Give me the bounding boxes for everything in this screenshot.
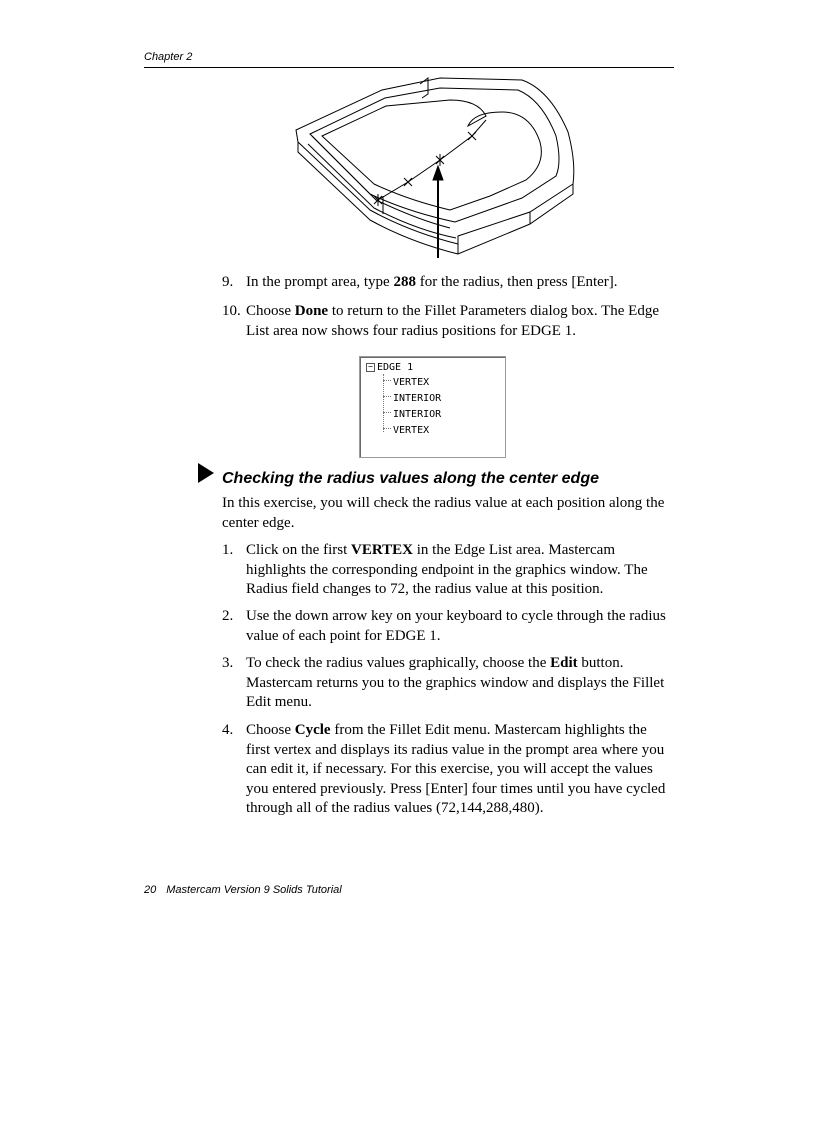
tree-item[interactable]: [383, 393, 441, 404]
section-heading: Checking the radius values along the center edge: [222, 470, 599, 487]
inner-pocket-inner: [322, 100, 541, 210]
step-bold-value: 288: [393, 274, 416, 290]
step-text: Choose: [246, 722, 295, 738]
fillet-model-illustration: [290, 72, 580, 272]
step-number: 10.: [222, 303, 241, 319]
running-footer: [144, 884, 342, 896]
list-item: [222, 302, 674, 341]
step-text: to return to the Fillet Parameters dialog box. The Edge List area now shows four radius positions for EDGE 1.: [246, 303, 659, 339]
step-text: Choose: [246, 303, 295, 319]
tree-item[interactable]: [383, 409, 441, 420]
tree-item[interactable]: [383, 425, 429, 436]
tree-item-label: INTERIOR: [393, 409, 442, 420]
step-text: button. Mastercam returns you to the graphics window and displays the Fillet Edit menu.: [246, 655, 665, 710]
step-text: In the prompt area, type: [246, 274, 394, 290]
tree-item[interactable]: [383, 377, 429, 388]
edge-list-tree: [359, 356, 506, 458]
step-text: Use the down arrow key on your keyboard to cycle through the radius value of each point for EDGE 1.: [246, 608, 666, 644]
step-number: 9.: [222, 274, 234, 290]
inner-pocket-outer: [310, 88, 559, 222]
page-number: 20: [144, 884, 157, 896]
tree-node-edge-1[interactable]: [366, 362, 413, 373]
step-text: Click on the first: [246, 542, 351, 558]
tree-item-label: VERTEX: [393, 377, 430, 388]
step-number: 1.: [222, 542, 234, 558]
list-item: [222, 273, 674, 293]
step-text: from the Fillet Edit menu. Mastercam highlights the first vertex and displays its radius value in the prompt area where you can edit it, if necessary. For this exercise, you will accept the values you entered previously. Press [Enter] four times until you have cycled through all of the radius values (72,144,288,480).: [246, 722, 666, 816]
fillet-band-line-3: [312, 136, 450, 228]
step-text: for the radius, then press [Enter].: [415, 274, 618, 290]
footer-title: Mastercam Version 9 Solids Tutorial: [166, 884, 342, 896]
step-bold-command: Done: [294, 303, 329, 319]
edge-vertex-markers: [374, 132, 476, 206]
step-text: To check the radius values graphically, choose the: [246, 655, 551, 671]
running-header: Chapter 2: [144, 51, 193, 63]
collapse-icon[interactable]: −: [366, 363, 375, 372]
center-edge: [378, 120, 486, 200]
header-rule: [144, 67, 674, 68]
step-number: 2.: [222, 608, 234, 624]
step-bold-command: Edit: [550, 655, 578, 671]
list-item: [222, 541, 674, 600]
step-number: 4.: [222, 722, 234, 738]
list-item: [222, 721, 674, 819]
step-bold-term: VERTEX: [351, 542, 413, 558]
step-bold-command: Cycle: [294, 722, 331, 738]
list-item: [222, 654, 674, 713]
step-text: in the Edge List area. Mastercam highlights the corresponding endpoint in the graphics window. The Radius field changes to 72, the radius value at this position.: [246, 542, 648, 597]
tree-item-label: INTERIOR: [393, 393, 442, 404]
pointer-arrow-head: [433, 166, 443, 180]
tree-node-label: EDGE 1: [377, 362, 414, 373]
tree-item-label: VERTEX: [393, 425, 430, 436]
list-item: [222, 607, 674, 646]
section-intro: In this exercise, you will check the radius value at each position along the center edge.: [222, 495, 665, 531]
section-arrow-icon: [198, 463, 214, 483]
step-number: 3.: [222, 655, 234, 671]
